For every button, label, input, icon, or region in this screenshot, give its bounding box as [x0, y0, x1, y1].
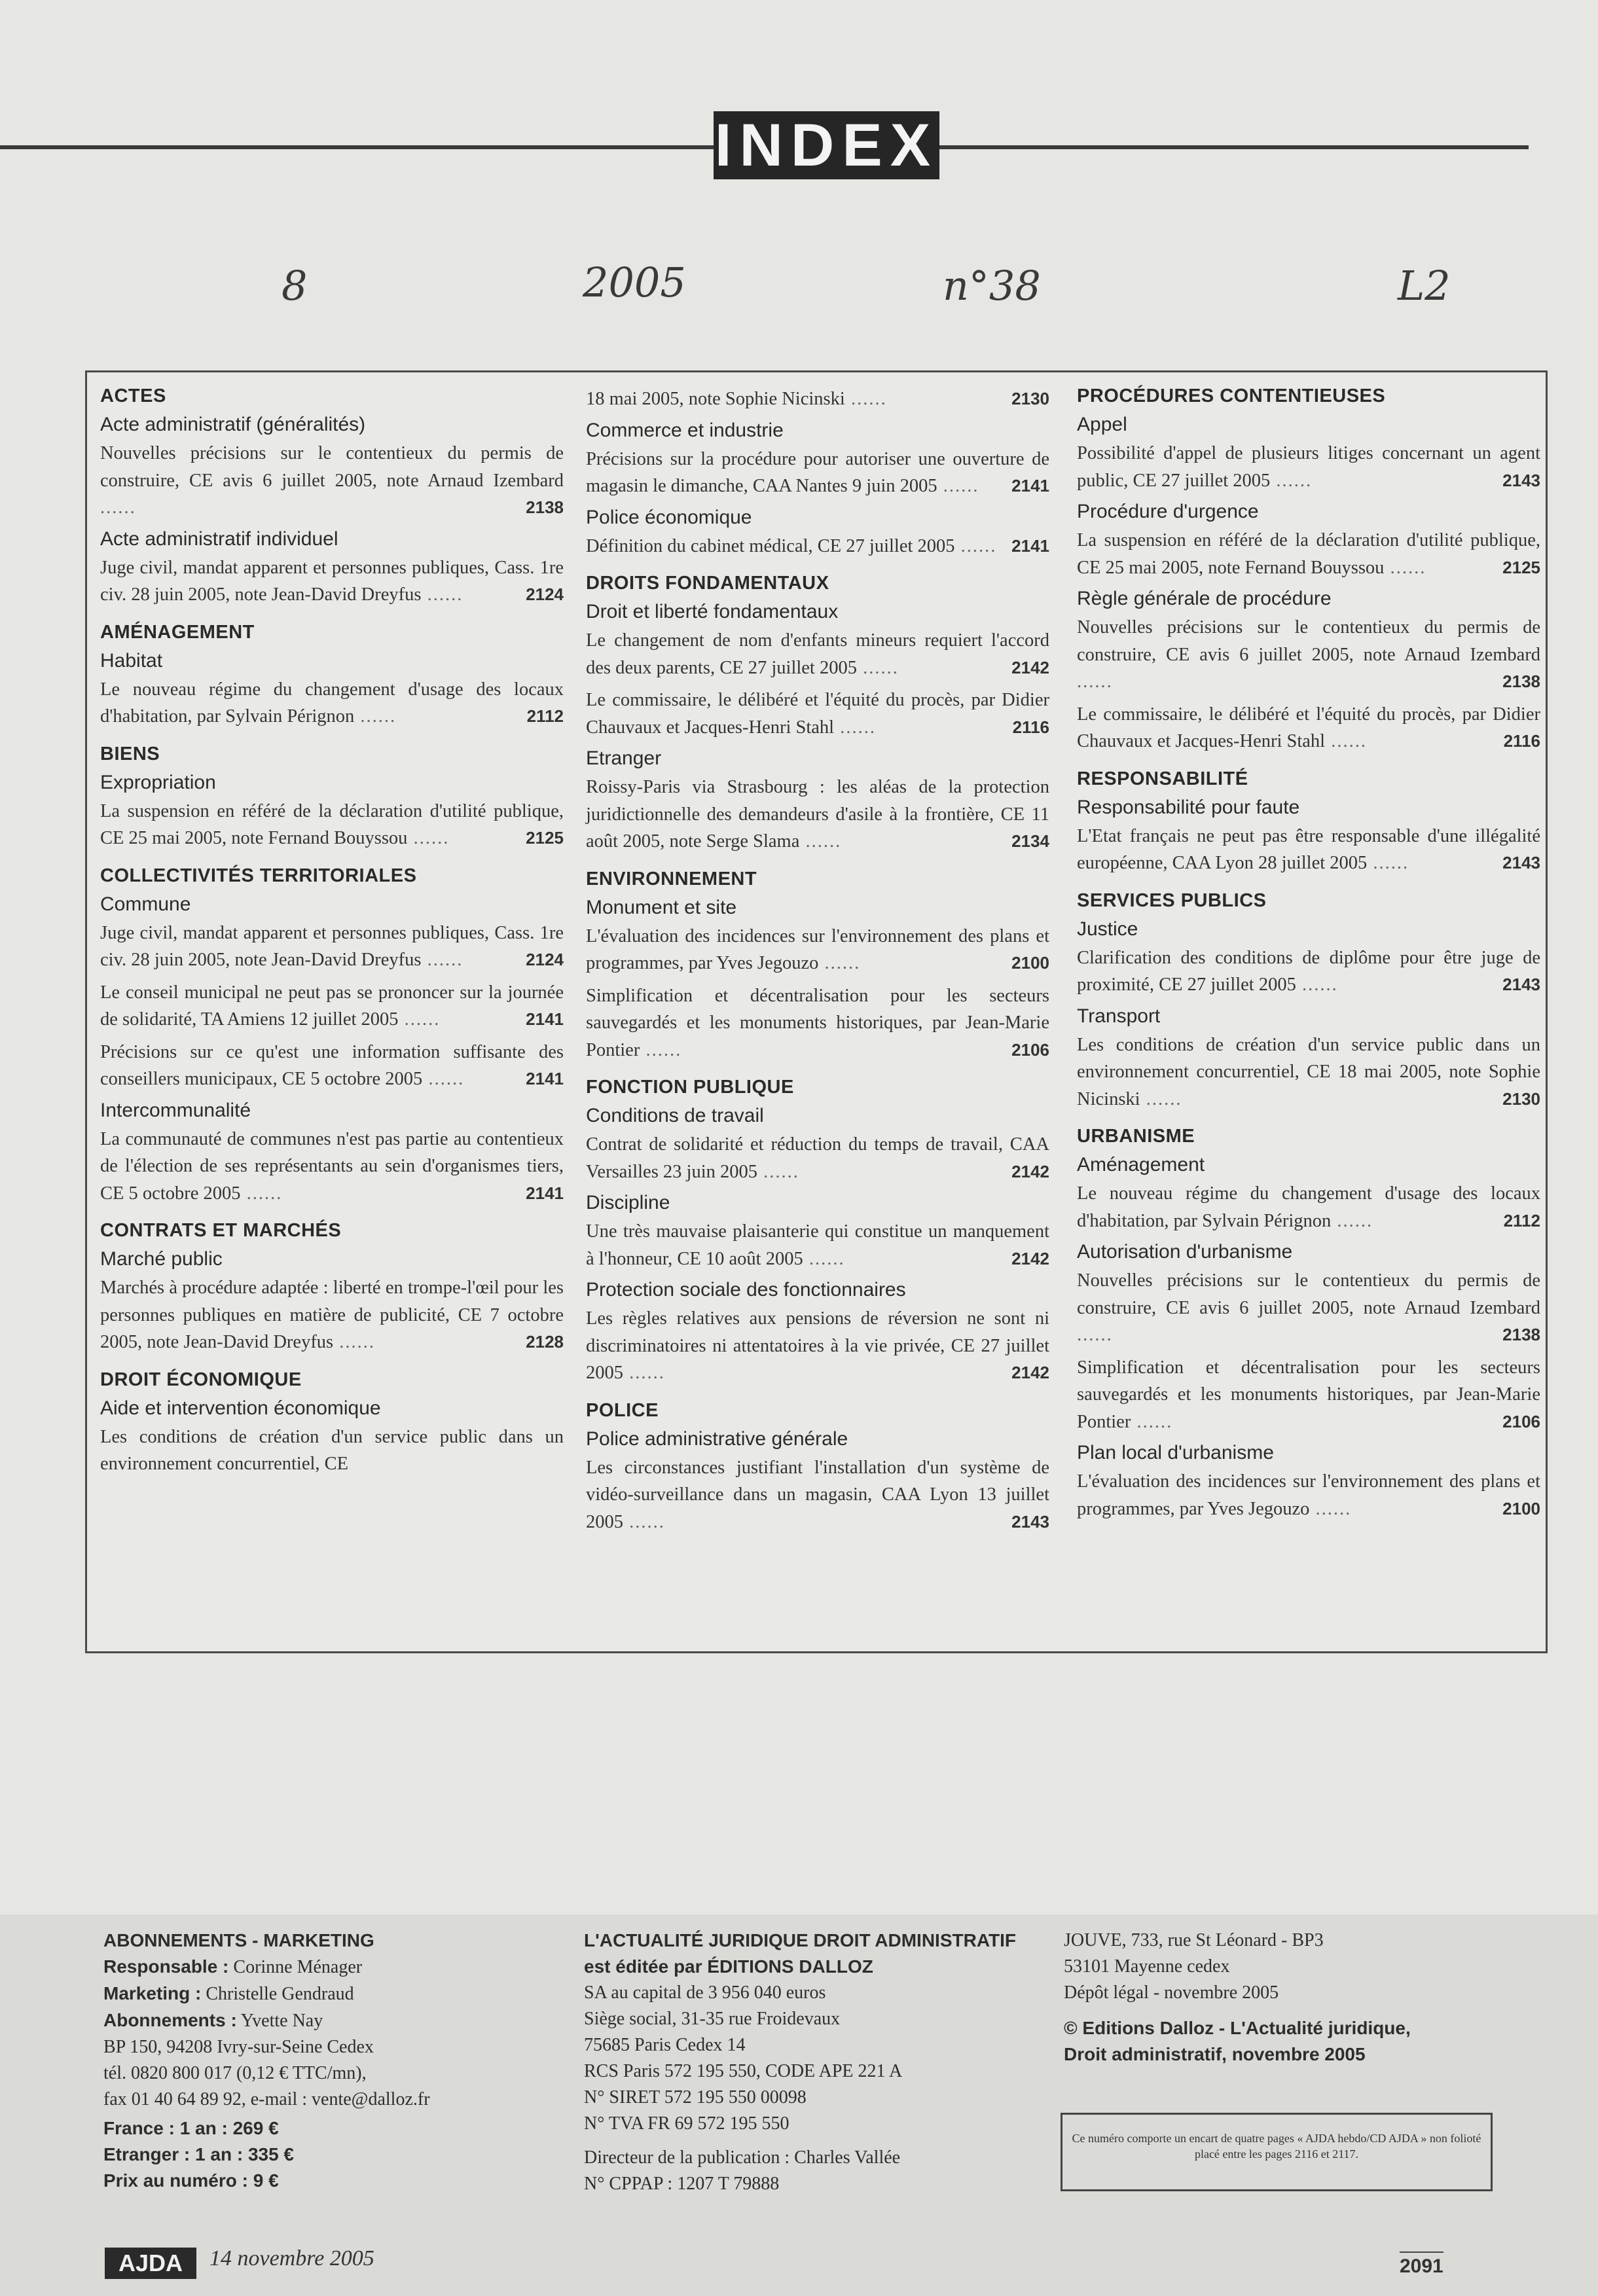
leader-dots: ......: [799, 831, 842, 852]
handwritten-note: 2005: [583, 259, 686, 306]
leader-dots: ......: [1331, 1210, 1373, 1231]
index-entry: [586, 1131, 1049, 1185]
index-subheading: Appel: [1077, 414, 1127, 435]
index-entry: [586, 386, 1049, 413]
leader-dots: ......: [856, 657, 899, 678]
footer-line: JOUVE, 733, rue St Léonard - BP3: [1064, 1930, 1324, 1950]
footer-line: 75685 Paris Cedex 14: [584, 2035, 746, 2055]
index-box: [85, 370, 1548, 1653]
leader-dots: ......: [844, 389, 887, 409]
index-entry-page: 2124: [526, 950, 564, 969]
footer-line: N° TVA FR 69 572 195 550: [584, 2113, 790, 2134]
leader-dots: ......: [100, 497, 136, 518]
index-entry-page: 2143: [1502, 470, 1540, 490]
index-entry: [100, 1039, 564, 1093]
index-entry: [100, 798, 564, 852]
footer-copyright: Droit administratif, novembre 2005: [1064, 2044, 1366, 2064]
index-entry: [586, 446, 1049, 500]
ajda-logo: AJDA: [105, 2248, 196, 2279]
footer-line-label: Marketing :: [103, 1983, 202, 2003]
index-subheading: Habitat: [100, 649, 163, 672]
footer-price: Etranger : 1 an : 335 €: [103, 2144, 295, 2164]
index-entry: [1077, 1180, 1540, 1234]
index-entry: [1077, 701, 1540, 755]
index-subheading: Procédure d'urgence: [1077, 501, 1259, 522]
index-entry-page: 2142: [1011, 1248, 1049, 1268]
footer-publisher: [584, 1928, 1042, 2197]
footer-line-value: tél. 0820 800 017 (0,12 € TTC/mn),: [103, 2063, 367, 2083]
index-entry-page: 2143: [1011, 1511, 1049, 1532]
index-entry-page: 2141: [1011, 535, 1049, 556]
handwritten-note: L2: [1398, 262, 1451, 310]
leader-dots: ......: [1325, 731, 1367, 751]
footer-line: RCS Paris 572 195 550, CODE APE 221 A: [584, 2061, 903, 2081]
index-entry-page: 2141: [1011, 476, 1049, 495]
index-subheading: Responsabilité pour faute: [1077, 796, 1300, 818]
index-entry: [586, 1218, 1049, 1272]
footer-heading: L'ACTUALITÉ JURIDIQUE DROIT ADMINISTRATIF: [584, 1930, 1016, 1950]
index-entry-text: Contrat de solidarité et réduction du temps de travail, CAA Versailles 23 juin 2005: [586, 1134, 1049, 1182]
index-entry: [100, 979, 564, 1033]
index-entry-page: 2100: [1502, 1498, 1540, 1518]
index-section-heading: RESPONSABILITÉ: [1077, 768, 1248, 789]
index-entry: [1077, 1267, 1540, 1349]
index-entry: [1077, 823, 1540, 877]
index-entry: [586, 627, 1049, 681]
index-entry-text: Nouvelles précisions sur le contentieux du permis de construire, CE avis 6 juillet 2005, note Arnaud Izembard: [1077, 1270, 1540, 1318]
index-section-heading: BIENS: [100, 743, 160, 764]
footer-subheading: est éditée par ÉDITIONS DALLOZ: [584, 1956, 873, 1977]
leader-dots: ......: [954, 535, 997, 556]
index-section-heading: SERVICES PUBLICS: [1077, 889, 1267, 911]
index-entry: [100, 554, 564, 609]
index-section-heading: ACTES: [100, 386, 166, 406]
leader-dots: ......: [1077, 672, 1113, 692]
index-entry-page: 2116: [1503, 731, 1540, 751]
index-entry-text: Le nouveau régime du changement d'usage des locaux d'habitation, par Sylvain Pérignon: [100, 679, 564, 726]
index-entry: [586, 533, 1049, 560]
footer-line-label: Responsable :: [103, 1956, 229, 1977]
leader-dots: ......: [818, 953, 861, 973]
index-entry-page: 2141: [526, 1009, 564, 1029]
index-entry-text: Les conditions de création d'un service public dans un environnement concurrentiel, CE: [100, 1426, 564, 1474]
index-subheading: Commerce et industrie: [586, 419, 784, 441]
header-rule-left: [0, 145, 714, 149]
footer-cppap: N° CPPAP : 1207 T 79888: [584, 2174, 780, 2194]
index-entry: [1077, 440, 1540, 494]
footer-line: [103, 2034, 549, 2060]
index-entry-page: 2142: [1011, 1161, 1049, 1181]
leader-dots: ......: [333, 1332, 376, 1352]
leader-dots: ......: [1367, 853, 1409, 873]
index-entry: [1077, 614, 1540, 696]
leader-dots: ......: [757, 1161, 799, 1182]
index-entry: [586, 923, 1049, 977]
index-entry-text: Les circonstances justifiant l'installation d'un système de vidéo-surveillance dans un magasin, CAA Lyon 13 juillet 2005: [586, 1457, 1049, 1532]
index-entry-text: L'Etat français ne peut pas être responsable d'une illégalité européenne, CAA Lyon 28 juillet 2005: [1077, 825, 1540, 873]
index-section-heading: CONTRATS ET MARCHÉS: [100, 1220, 342, 1241]
index-subheading: Transport: [1077, 1005, 1161, 1027]
index-entry-page: 2106: [1011, 1039, 1049, 1060]
index-section-heading: DROITS FONDAMENTAUX: [586, 573, 829, 594]
footer-line: SA au capital de 3 956 040 euros: [584, 1982, 826, 2003]
leader-dots: ......: [421, 584, 463, 605]
index-entry: [100, 920, 564, 974]
index-subheading: Aide et intervention économique: [100, 1397, 381, 1419]
index-entry: [586, 774, 1049, 855]
index-entry-page: 2130: [1011, 389, 1049, 408]
index-entry: [100, 1274, 564, 1356]
index-entry: [100, 1126, 564, 1208]
index-subheading: Acte administratif individuel: [100, 528, 338, 550]
index-subheading: Protection sociale des fonctionnaires: [586, 1279, 906, 1300]
index-entry-text: Marchés à procédure adaptée : liberté en trompe-l'œil pour les personnes publiques en matière de publicité, CE 7 octobre 2005, note Jean-David Dreyfus: [100, 1278, 564, 1352]
index-entry-text: Simplification et décentralisation pour les secteurs sauvegardés et les monuments historiques, par Jean-Marie Pontier: [586, 985, 1049, 1060]
index-section-heading: FONCTION PUBLIQUE: [586, 1077, 794, 1098]
footer-line: Siège social, 31-35 rue Froidevaux: [584, 2009, 841, 2029]
index-entry-text: La suspension en référé de la déclaration d'utilité publique, CE 25 mai 2005, note Fernand Bouyssou: [1077, 530, 1540, 578]
index-entry-page: 2116: [1012, 717, 1049, 737]
index-subheading: Conditions de travail: [586, 1105, 764, 1126]
index-entry-text: Le commissaire, le délibéré et l'équité du procès, par Didier Chauvaux et Jacques-Henri Stahl: [586, 690, 1049, 738]
index-entry-page: 2141: [526, 1069, 564, 1088]
leader-dots: ......: [421, 950, 463, 970]
index-entry-page: 2138: [526, 497, 564, 517]
footer-publisher-lines: [584, 1980, 1042, 2137]
index-entry-page: 2112: [1503, 1210, 1540, 1230]
index-entry: [586, 1454, 1049, 1536]
leader-dots: ......: [422, 1069, 465, 1089]
index-entry-text: L'évaluation des incidences sur l'environnement des plans et programmes, par Yves Jegouzo: [586, 925, 1049, 973]
index-section-heading: COLLECTIVITÉS TERRITORIALES: [100, 865, 417, 886]
footer-copyright: © Editions Dalloz - L'Actualité juridique,: [1064, 2018, 1411, 2038]
leader-dots: ......: [1077, 1325, 1113, 1345]
index-entry: [100, 1424, 564, 1478]
footer-line: 53101 Mayenne cedex: [1064, 1956, 1230, 1977]
index-entry: [100, 676, 564, 730]
leader-dots: ......: [937, 476, 979, 496]
index-entry-text: La suspension en référé de la déclaration d'utilité publique, CE 25 mai 2005, note Fernand Bouyssou: [100, 800, 564, 848]
footer-line: [103, 2087, 549, 2113]
index-entry-page: 2143: [1502, 975, 1540, 994]
index-entry-text: Les conditions de création d'un service public dans un environnement concurrentiel, CE 18 mai 2005, note Sophie Nicinski: [1077, 1034, 1540, 1109]
index-subheading: Plan local d'urbanisme: [1077, 1442, 1274, 1463]
index-entry-page: 2142: [1011, 657, 1049, 677]
footer-line-value: Corinne Ménager: [228, 1957, 363, 1977]
index-entry: [1077, 1354, 1540, 1436]
index-section-heading: POLICE: [586, 1399, 659, 1421]
index-subheading: Règle générale de procédure: [1077, 588, 1332, 609]
index-section-heading: URBANISME: [1077, 1126, 1195, 1147]
issue-date: 14 novembre 2005: [209, 2246, 374, 2270]
footer-line: [103, 2007, 549, 2034]
index-entry: [100, 440, 564, 522]
index-section-heading: DROIT ÉCONOMIQUE: [100, 1369, 302, 1390]
footer-contact-lines: [103, 1954, 549, 2113]
index-entry-page: 2125: [526, 828, 564, 848]
index-entry-text: Roissy-Paris via Strasbourg : les aléas de la protection juridictionnelle des demandeurs d'asile à la frontière, CE 11 août 2005, note Serge Slama: [586, 777, 1049, 852]
index-entry-page: 2138: [1502, 1325, 1540, 1344]
index-entry-page: 2112: [526, 706, 564, 726]
index-subheading: Intercommunalité: [100, 1099, 251, 1121]
index-section-heading: ENVIRONNEMENT: [586, 868, 757, 889]
index-subheading: Commune: [100, 893, 191, 915]
index-entry-text: Une très mauvaise plaisanterie qui constitue un manquement à l'honneur, CE 10 août 2005: [586, 1221, 1049, 1269]
index-entry-text: Le conseil municipal ne peut pas se prononcer sur la journée de solidarité, TA Amiens 12 juillet 2005: [100, 982, 564, 1030]
index-entry-text: Possibilité d'appel de plusieurs litiges concernant un agent public, CE 27 juillet 2005: [1077, 443, 1540, 491]
leader-dots: ......: [803, 1248, 845, 1269]
leader-dots: ......: [398, 1009, 441, 1030]
index-section-heading: AMÉNAGEMENT: [100, 621, 255, 643]
leader-dots: ......: [640, 1039, 682, 1060]
index-entry-page: 2138: [1502, 672, 1540, 691]
index-entry-page: 2142: [1011, 1363, 1049, 1382]
index-entry-text: Simplification et décentralisation pour les secteurs sauvegardés et les monuments historiques, par Jean-Marie Pontier: [1077, 1357, 1540, 1432]
index-entry-text: 18 mai 2005, note Sophie Nicinski: [586, 389, 845, 409]
index-entry-text: Définition du cabinet médical, CE 27 juillet 2005: [586, 535, 955, 556]
leader-dots: ......: [623, 1363, 665, 1383]
index-entry: [586, 1305, 1049, 1387]
footer-line: [103, 2060, 549, 2087]
index-subheading: Aménagement: [1077, 1154, 1205, 1175]
index-section-heading: PROCÉDURES CONTENTIEUSES: [1077, 386, 1386, 406]
index-column-3: [1077, 386, 1540, 1528]
index-entry-text: Les règles relatives aux pensions de réversion ne sont ni discriminatoires ni attentatoires à la vie privée, CE 27 juillet 2005: [586, 1308, 1049, 1383]
footer-printer: [1064, 1928, 1535, 2068]
footer-line: [103, 1954, 549, 1981]
leader-dots: ......: [354, 706, 397, 726]
handwritten-note: n°38: [943, 262, 1041, 310]
index-entry-page: 2100: [1011, 953, 1049, 973]
header-rule-right: [939, 145, 1529, 149]
footer-subscriptions: [103, 1928, 549, 2194]
leader-dots: ......: [407, 828, 450, 848]
index-entry-page: 2130: [1502, 1088, 1540, 1109]
index-entry-page: 2134: [1011, 831, 1049, 851]
footer-line: N° SIRET 572 195 550 00098: [584, 2087, 807, 2108]
index-entry: [1077, 1468, 1540, 1522]
index-subheading: Droit et liberté fondamentaux: [586, 601, 839, 622]
footer-heading: ABONNEMENTS - MARKETING: [103, 1930, 374, 1950]
leader-dots: ......: [834, 717, 876, 738]
index-entry-page: 2141: [526, 1183, 564, 1203]
index-subheading: Acte administratif (généralités): [100, 414, 366, 435]
footer-line-value: fax 01 40 64 89 92, e-mail : vente@dalloz.fr: [103, 2089, 430, 2109]
footer-line: [103, 1981, 549, 2007]
index-entry-text: Le nouveau régime du changement d'usage des locaux d'habitation, par Sylvain Pérignon: [1077, 1183, 1540, 1231]
footer-line-value: Christelle Gendraud: [201, 1984, 354, 2004]
footer-line-value: BP 150, 94208 Ivry-sur-Seine Cedex: [103, 2037, 374, 2057]
index-entry-page: 2124: [526, 584, 564, 604]
index-subheading: Discipline: [586, 1192, 670, 1213]
index-entry-text: Juge civil, mandat apparent et personnes publiques, Cass. 1re civ. 28 juin 2005, note Jean-David Dreyfus: [100, 557, 564, 605]
index-entry-page: 2128: [526, 1332, 564, 1352]
index-entry-page: 2106: [1502, 1411, 1540, 1431]
leader-dots: ......: [240, 1183, 283, 1204]
leader-dots: ......: [1270, 470, 1313, 491]
leader-dots: ......: [1384, 557, 1426, 578]
footer-price: Prix au numéro : 9 €: [103, 2170, 279, 2191]
index-entry-text: Clarification des conditions de diplôme pour être juge de proximité, CE 27 juillet 2005: [1077, 947, 1540, 995]
index-entry-text: Le commissaire, le délibéré et l'équité du procès, par Didier Chauvaux et Jacques-Henri Stahl: [1077, 704, 1540, 751]
footer-printer-lines: [1064, 1928, 1535, 2006]
index-entry: [586, 687, 1049, 741]
leader-dots: ......: [1131, 1411, 1173, 1432]
index-entry: [586, 982, 1049, 1064]
index-entry-text: Nouvelles précisions sur le contentieux du permis de construire, CE avis 6 juillet 2005, note Arnaud Izembard: [100, 443, 564, 491]
index-entry: [1077, 944, 1540, 999]
index-entry-text: Le changement de nom d'enfants mineurs requiert l'accord des deux parents, CE 27 juillet 2005: [586, 630, 1049, 678]
index-subheading: Marché public: [100, 1248, 223, 1270]
index-entry-page: 2125: [1502, 557, 1540, 577]
index-subheading: Justice: [1077, 918, 1138, 940]
page-number: 2091: [1400, 2251, 1444, 2278]
index-entry-page: 2143: [1502, 853, 1540, 872]
leader-dots: ......: [1140, 1088, 1182, 1109]
index-subheading: Expropriation: [100, 771, 216, 793]
footer-line-label: Abonnements :: [103, 2010, 237, 2030]
index-column-2: [586, 386, 1049, 1541]
footer-prices: [103, 2115, 549, 2194]
index-entry-text: Précisions sur la procédure pour autoriser une ouverture de magasin le dimanche, CAA Nantes 9 juin 2005: [586, 448, 1049, 496]
leader-dots: ......: [1309, 1498, 1352, 1519]
index-entry-text: Nouvelles précisions sur le contentieux du permis de construire, CE avis 6 juillet 2005, note Arnaud Izembard: [1077, 617, 1540, 665]
footer-director: Directeur de la publication : Charles Vallée: [584, 2147, 901, 2168]
index-subheading: Autorisation d'urbanisme: [1077, 1241, 1293, 1263]
index-entry-text: L'évaluation des incidences sur l'environnement des plans et programmes, par Yves Jegouzo: [1077, 1471, 1540, 1519]
index-column-1: [100, 386, 564, 1483]
leader-dots: ......: [623, 1511, 665, 1532]
index-subheading: Etranger: [586, 747, 662, 769]
insert-note: Ce numéro comporte un encart de quatre pages « AJDA hebdo/CD AJDA » non folioté placé entre les pages 2116 et 2117.: [1061, 2113, 1493, 2191]
index-entry: [1077, 527, 1540, 581]
footer-line-value: Yvette Nay: [236, 2011, 323, 2031]
footer-price: France : 1 an : 269 €: [103, 2118, 279, 2138]
handwritten-note: 8: [281, 262, 308, 310]
index-entry-text: Précisions sur ce qu'est une information suffisante des conseillers municipaux, CE 5 octobre 2005: [100, 1041, 564, 1089]
index-title: INDEX: [714, 112, 939, 179]
index-subheading: Monument et site: [586, 896, 737, 918]
index-entry-text: Juge civil, mandat apparent et personnes publiques, Cass. 1re civ. 28 juin 2005, note Jean-David Dreyfus: [100, 922, 564, 970]
leader-dots: ......: [1296, 975, 1338, 995]
footer-line: Dépôt légal - novembre 2005: [1064, 1982, 1279, 2003]
index-entry-text: La communauté de communes n'est pas partie au contentieux de l'élection de ses représentants au sein d'organismes tiers, CE 5 octobre 2005: [100, 1128, 564, 1204]
index-subheading: Police économique: [586, 506, 752, 528]
index-entry: [1077, 1031, 1540, 1113]
index-subheading: Police administrative générale: [586, 1427, 848, 1450]
